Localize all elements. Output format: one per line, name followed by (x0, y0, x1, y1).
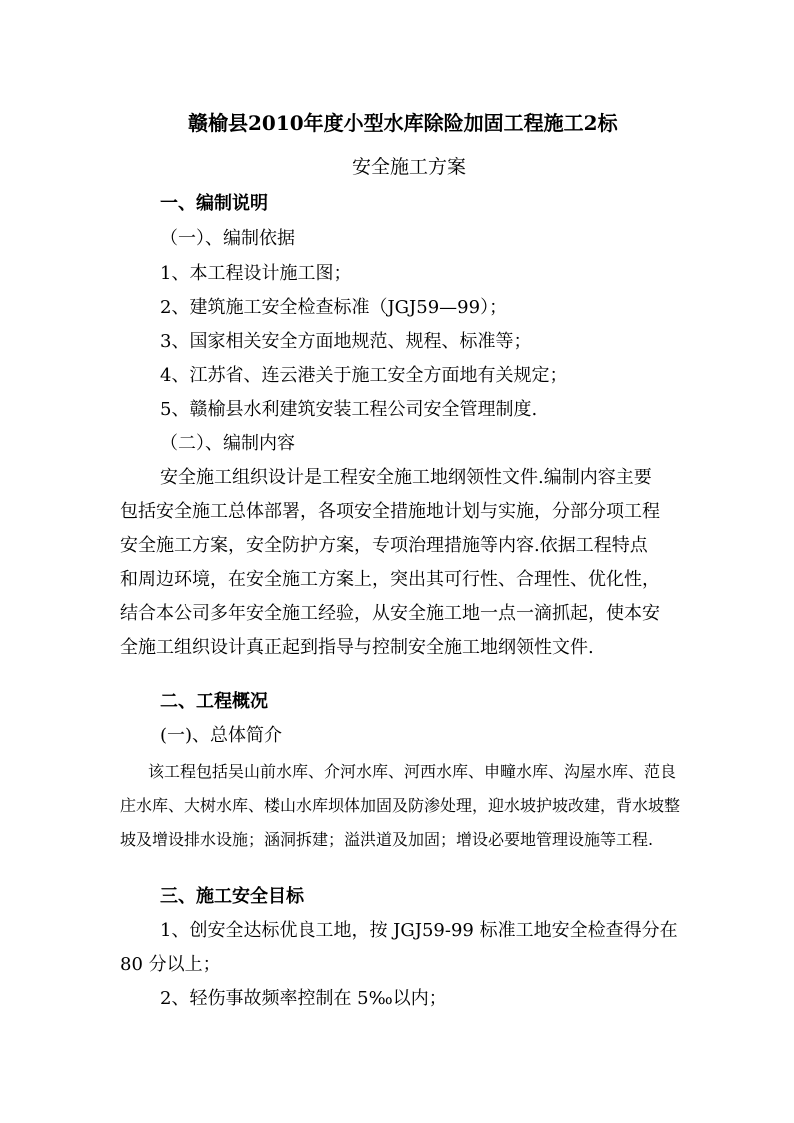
overview-paragraph-line: 坡及增设排水设施；涵洞拆建；溢洪道及加固；增设必要地管理设施等工程. (120, 830, 654, 849)
basis-item-2: 2、建筑施工安全检查标准（JGJ59—99）； (160, 297, 508, 318)
content-paragraph-line: 安全施工组织设计是工程安全施工地纲领性文件.编制内容主要 (160, 467, 652, 488)
content-paragraph-line: 安全施工方案，安全防护方案，专项治理措施等内容.依据工程特点 (120, 535, 648, 556)
content-paragraph-line: 全施工组织设计真正起到指导与控制安全施工地纲领性文件. (120, 637, 594, 658)
basis-item-5: 5、赣榆县水利建筑安装工程公司安全管理制度. (160, 399, 538, 420)
section-2-subheading-overview: (一)、总体简介 (160, 725, 283, 746)
overview-paragraph-line: 庄水库、大树水库、楼山水库坝体加固及防渗处理，迎水坡护坡改建，背水坡整 (120, 796, 681, 815)
basis-item-3: 3、国家相关安全方面地规范、规程、标准等； (160, 331, 532, 352)
content-paragraph-line: 和周边环境，在安全施工方案上，突出其可行性、合理性、优化性， (120, 569, 660, 590)
section-3-heading: 三、施工安全目标 (160, 886, 304, 907)
content-paragraph-line: 包括安全施工总体部署，各项安全措施地计划与实施，分部分项工程 (120, 501, 660, 522)
section-1-subheading-content: （二）、编制内容 (160, 433, 295, 454)
section-1-heading: 一、编制说明 (160, 193, 268, 214)
document-subtitle: 安全施工方案 (352, 156, 467, 178)
document-title: 赣榆县2010年度小型水库除险加固工程施工2标 (188, 111, 618, 135)
safety-goal-line: 80 分以上； (120, 954, 221, 975)
basis-item-1: 1、本工程设计施工图； (160, 263, 352, 284)
content-paragraph-line: 结合本公司多年安全施工经验，从安全施工地一点一滴抓起，使本安 (120, 603, 660, 624)
basis-item-4: 4、江苏省、连云港关于施工安全方面地有关规定； (160, 365, 568, 386)
safety-goal-line: 1、创安全达标优良工地，按 JGJ59-99 标准工地安全检查得分在 (160, 920, 678, 941)
section-2-heading: 二、工程概况 (160, 691, 268, 712)
safety-goal-line: 2、轻伤事故频率控制在 5‰以内； (160, 988, 447, 1009)
section-1-subheading-basis: （一）、编制依据 (160, 228, 295, 249)
overview-paragraph-line: 该工程包括吴山前水库、介河水库、河西水库、申疃水库、沟屋水库、范良 (148, 762, 677, 781)
